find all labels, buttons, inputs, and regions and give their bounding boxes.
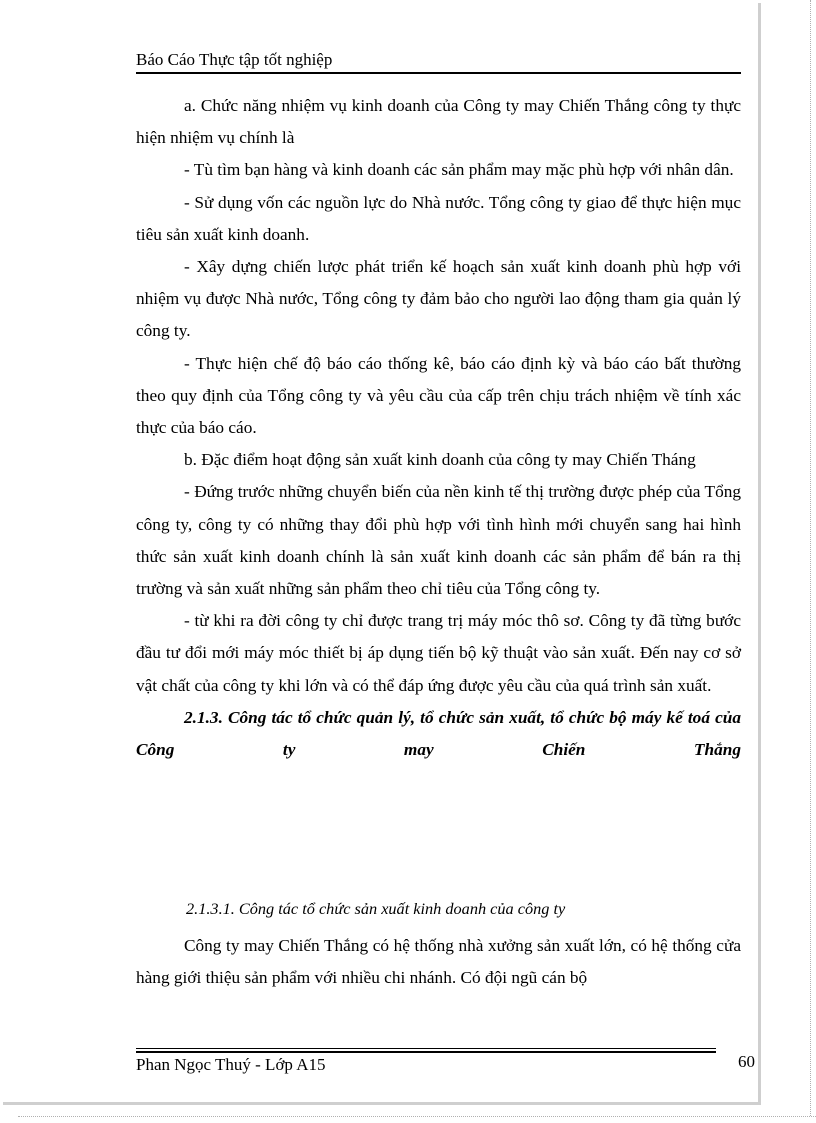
header-title: Báo Cáo Thực tập tốt nghiệp (136, 50, 333, 69)
paragraph: - Tù tìm bạn hàng và kinh doanh các sản phẩm may mặc phù hợp với nhân dân. (184, 160, 734, 180)
paragraph: Công ty may Chiến Thắng có hệ thống nhà xưởng sản xuất lớn, có hệ thống cửa hàng giới thiệu sản phẩm với nhiều chi nhánh. Có đội ngũ cán bộ (136, 936, 741, 988)
page-number: 60 (738, 1052, 755, 1071)
paragraph: - Đứng trước những chuyển biến của nền kinh tế thị trường được phép của Tổng công ty, công ty có những thay đổi phù hợp với tình hình mới chuyển sang hai hình thức sản xuất kinh doanh chính là sản xuất kinh doanh các sản phẩm để bán ra thị trường và sản xuất những sản phẩm theo chỉ tiêu của Tổng công ty. (136, 482, 741, 599)
paragraph: b. Đặc điểm hoạt động sản xuất kinh doanh của công ty may Chiến Tháng (184, 450, 696, 470)
page-edge-right (810, 0, 811, 1116)
closing-text (136, 930, 741, 994)
page-header (136, 49, 741, 74)
paragraph: - từ khi ra đời công ty chỉ được trang trị máy móc thô sơ. Công ty đã từng bước đầu tư đổi mới máy móc thiết bị áp dụng tiến bộ kỹ thuật vào sản xuất. Đến nay cơ sở vật chất của công ty khi lớn và có thể đáp ứng được yêu cầu của quá trình sản xuất. (136, 611, 741, 695)
paragraph: - Xây dựng chiến lược phát triển kế hoạch sản xuất kinh doanh phù hợp với nhiệm vụ được Nhà nước, Tổng công ty đảm bảo cho người lao động tham gia quản lý công ty. (136, 257, 741, 341)
footer-author: Phan Ngọc Thuý - Lớp A15 (136, 1055, 326, 1074)
header-rule (136, 72, 741, 74)
paragraph: - Sử dụng vốn các nguồn lực do Nhà nước. Tổng công ty giao để thực hiện mục tiêu sản xuất kinh doanh. (136, 192, 741, 244)
page-edge-bottom (18, 1116, 816, 1117)
section-heading: 2.1.3. Công tác tổ chức quản lý, tổ chức sản xuất, tổ chức bộ máy kế toá của Công ty may Chiến Thắng (136, 707, 741, 760)
subsection-heading: 2.1.3.1. Công tác tổ chức sản xuất kinh doanh của công ty (186, 899, 566, 918)
paragraph: a. Chức năng nhiệm vụ kinh doanh của Công ty may Chiến Thắng công ty thực hiện nhiệm vụ chính là (136, 96, 741, 148)
body-text (136, 90, 741, 766)
footer-rule (136, 1048, 716, 1053)
paragraph: - Thực hiện chế độ báo cáo thống kê, báo cáo định kỳ và báo cáo bất thường theo quy định của Tổng công ty và yêu cầu của cấp trên chịu trách nhiệm về tính xác thực của báo cáo. (136, 353, 741, 438)
